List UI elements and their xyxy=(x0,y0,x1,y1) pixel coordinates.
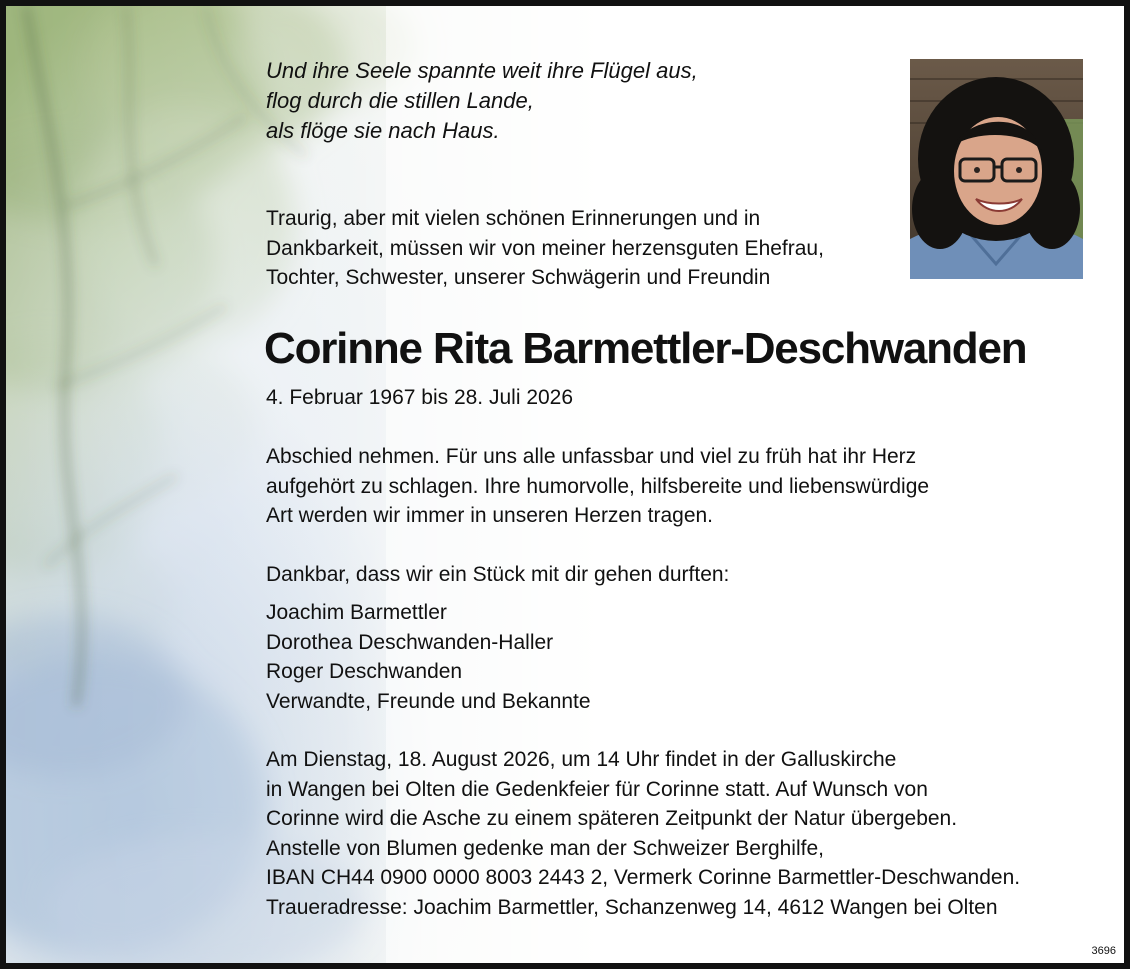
ceremony-line: Corinne wird die Asche zu einem späteren Zeitpunkt der Natur übergeben. xyxy=(266,807,958,830)
poem-line: flog durch die stillen Lande, xyxy=(266,88,534,113)
poem-line: als flöge sie nach Haus. xyxy=(266,118,500,143)
farewell-line: Art werden wir immer in unseren Herzen tragen. xyxy=(266,504,714,527)
ad-code: 3696 xyxy=(1091,945,1116,957)
mourner-name: Roger Deschwanden xyxy=(266,660,463,683)
farewell-paragraph xyxy=(266,442,1086,531)
portrait-photo xyxy=(910,59,1083,279)
life-dates: 4. Februar 1967 bis 28. Juli 2026 xyxy=(266,386,574,409)
ceremony-line: Traueradresse: Joachim Barmettler, Schanzenweg 14, 4612 Wangen bei Olten xyxy=(266,895,998,919)
ceremony-line: Am Dienstag, 18. August 2026, um 14 Uhr findet in der Galluskirche xyxy=(266,748,897,771)
intro-line: Tochter, Schwester, unserer Schwägerin und Freundin xyxy=(266,266,771,289)
deceased-name: Corinne Rita Barmettler-Deschwanden xyxy=(264,324,1027,373)
mourner-name: Dorothea Deschwanden-Haller xyxy=(266,630,554,654)
poem xyxy=(266,56,866,146)
mourners-list xyxy=(266,598,591,716)
ceremony-line: Anstelle von Blumen gedenke man der Schweizer Berghilfe, xyxy=(266,836,824,860)
mourner-name: Verwandte, Freunde und Bekannte xyxy=(266,689,591,713)
farewell-line: Abschied nehmen. Für uns alle unfassbar und viel zu früh hat ihr Herz xyxy=(266,445,917,468)
poem-line: Und ihre Seele spannte weit ihre Flügel aus, xyxy=(266,58,698,83)
ceremony-line: in Wangen bei Olten die Gedenkfeier für Corinne statt. Auf Wunsch von xyxy=(266,777,928,801)
ceremony-line: IBAN CH44 0900 0000 8003 2443 2, Vermerk Corinne Barmettler-Deschwanden. xyxy=(266,866,1021,889)
intro-paragraph xyxy=(266,204,906,293)
gratitude-line: Dankbar, dass wir ein Stück mit dir gehen durften: xyxy=(266,563,730,586)
farewell-line: aufgehört zu schlagen. Ihre humorvolle, hilfsbereite und liebenswürdige xyxy=(266,474,930,498)
intro-line: Traurig, aber mit vielen schönen Erinnerungen und in xyxy=(266,207,761,230)
mourner-name: Joachim Barmettler xyxy=(266,601,447,624)
intro-line: Dankbarkeit, müssen wir von meiner herzensguten Ehefrau, xyxy=(266,236,824,260)
ceremony-paragraph xyxy=(266,745,1106,922)
